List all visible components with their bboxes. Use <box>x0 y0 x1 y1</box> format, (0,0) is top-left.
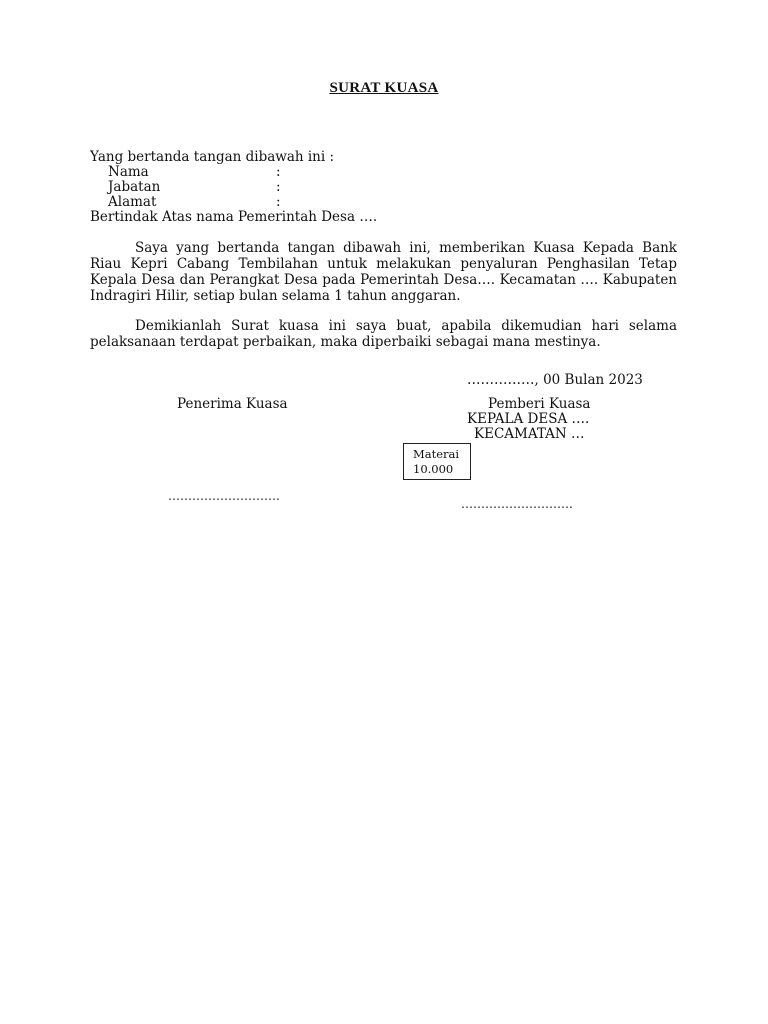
materai-stamp-box <box>403 443 471 480</box>
field-colon-jabatan: : <box>276 179 281 195</box>
paragraph-authorization: Saya yang bertanda tangan dibawah ini, memberikan Kuasa Kepada Bank Riau Kepri Cabang Tembilahan untuk melakukan penyaluran Penghasilan Tetap Kepala Desa dan Perangkat Desa pada Pemerintah Desa…. Kecamatan …. Kabupaten Indragiri Hilir, setiap bulan selama 1 tahun anggaran. <box>90 240 677 304</box>
materai-stamp-value: 10.000 <box>413 462 454 476</box>
paragraph-closing: Demikianlah Surat kuasa ini saya buat, apabila dikemudian hari selama pelaksanaan terdapat perbaikan, maka diperbaiki sebagai mana mestinya. <box>90 318 677 350</box>
field-colon-alamat: : <box>276 194 281 210</box>
field-label-jabatan: Jabatan <box>108 179 161 195</box>
grantor-subtitle: KECAMATAN … <box>474 426 585 442</box>
materai-stamp-label: Materai <box>413 447 460 461</box>
grantor-title: KEPALA DESA …. <box>467 411 590 427</box>
intro-text: Yang bertanda tangan dibawah ini : <box>90 149 335 165</box>
grantor-label: Pemberi Kuasa <box>488 396 591 412</box>
acting-on-behalf-text: Bertindak Atas nama Pemerintah Desa …. <box>90 209 378 225</box>
grantor-signature-line: ………………………. <box>461 497 573 511</box>
recipient-signature-line: ………………………. <box>168 489 280 503</box>
field-label-nama: Nama <box>108 164 149 180</box>
field-colon-nama: : <box>276 164 281 180</box>
field-label-alamat: Alamat <box>108 194 157 210</box>
document-title: SURAT KUASA <box>329 80 439 96</box>
place-date: ……………, 00 Bulan 2023 <box>467 372 643 388</box>
recipient-label: Penerima Kuasa <box>177 396 288 412</box>
